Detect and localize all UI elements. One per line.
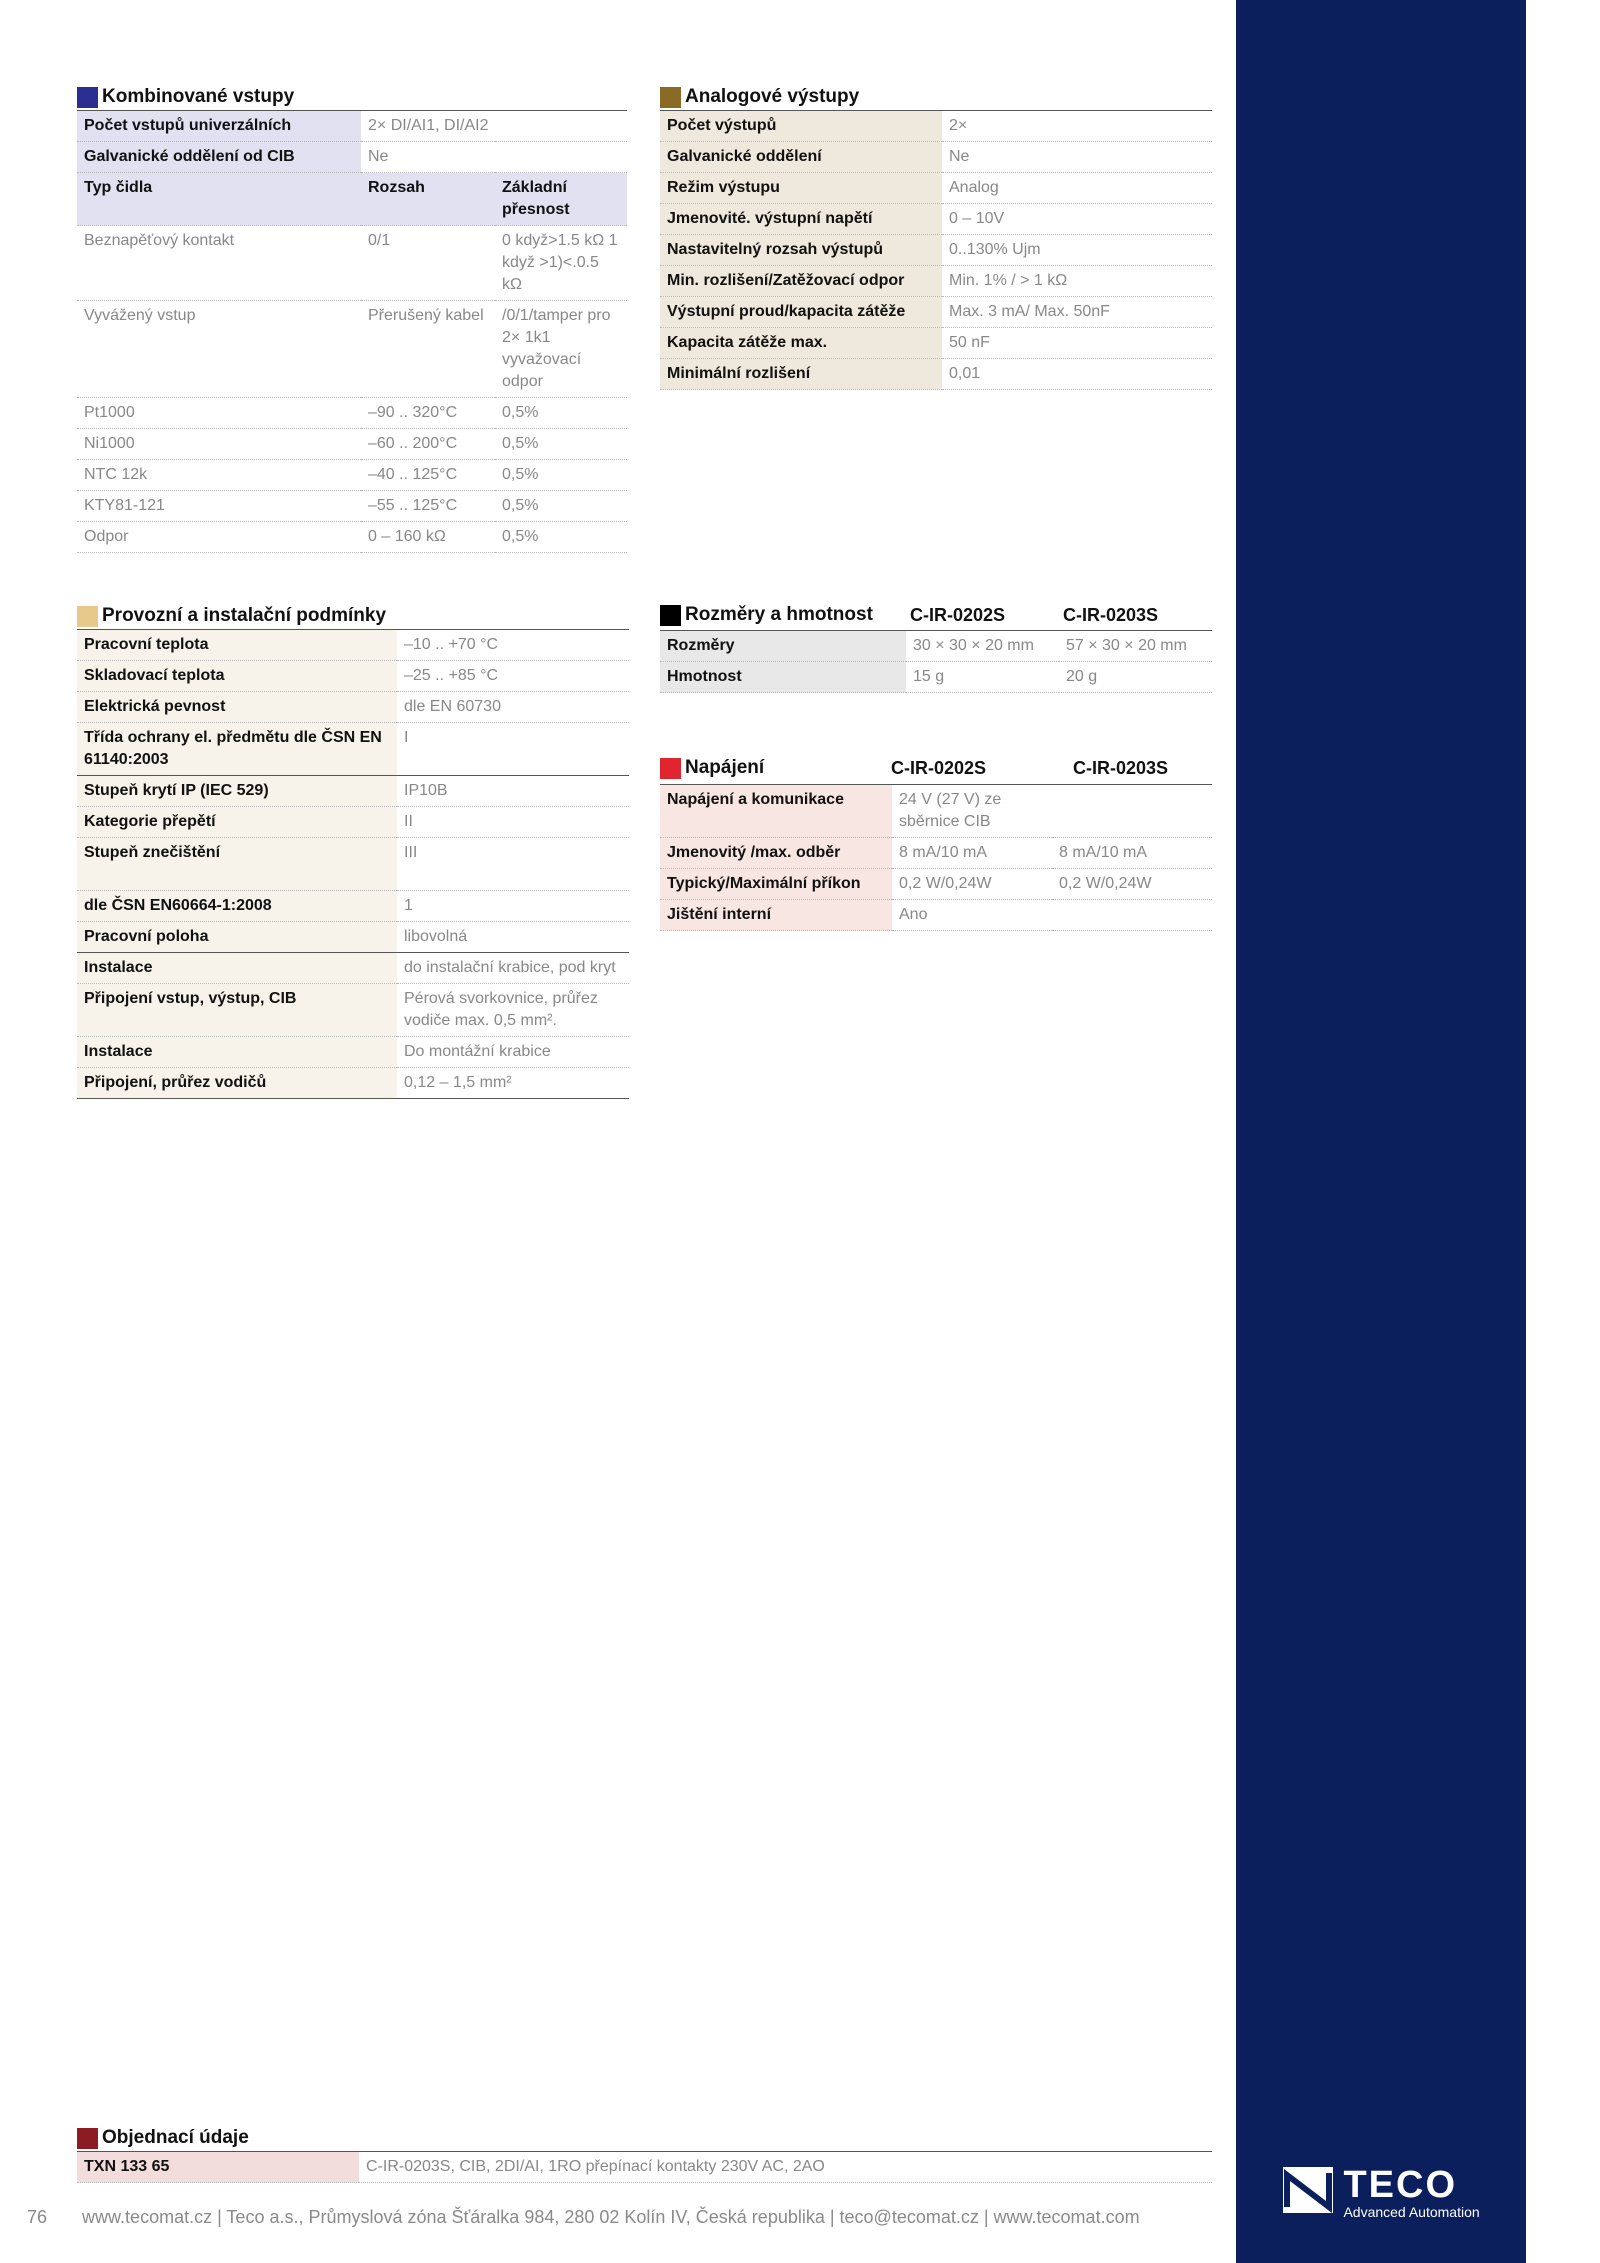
row-value: Max. 3 mA/ Max. 50nF: [942, 297, 1212, 328]
section-kombinovane-vstupy: [77, 84, 627, 553]
section-title: [77, 2125, 1212, 2152]
row-value-0203s: [1052, 900, 1212, 931]
row-value: –25 .. +85 °C: [397, 661, 629, 692]
row-label: Připojení, průřez vodičů: [77, 1068, 397, 1099]
section-title: [660, 84, 1212, 111]
table-row: [77, 661, 629, 692]
row-value-0203s: 20 g: [1059, 662, 1212, 693]
row-value: 0,01: [942, 359, 1212, 390]
sidebar-band: [1236, 0, 1526, 2263]
rozmery-table: [660, 631, 1212, 693]
row-value: IP10B: [397, 776, 629, 807]
column-header-0202s: C-IR-0202S: [891, 757, 987, 778]
table-row: [77, 776, 629, 807]
row-value: dle EN 60730: [397, 692, 629, 723]
section-objednaci-udaje: [77, 2125, 1212, 2183]
sensor-range: 0/1: [361, 226, 495, 301]
table-row: [77, 1037, 629, 1068]
kombinovane-table: [77, 111, 627, 553]
table-row: [660, 266, 1212, 297]
row-value: 2×: [942, 111, 1212, 142]
row-label: Stupeň znečištění: [77, 838, 397, 891]
table-row: [77, 429, 627, 460]
sensor-type: NTC 12k: [77, 460, 361, 491]
table-row: [660, 359, 1212, 390]
table-row: [660, 631, 1212, 662]
row-label: Počet vstupů univerzálních: [77, 111, 361, 142]
row-value: II: [397, 807, 629, 838]
row-label: Připojení vstup, výstup, CIB: [77, 984, 397, 1037]
table-row: [77, 398, 627, 429]
row-label: Pracovní teplota: [77, 630, 397, 661]
row-value: III: [397, 838, 629, 891]
sensor-range: 0 – 160 kΩ: [361, 522, 495, 553]
row-value-0203s: 57 × 30 × 20 mm: [1059, 631, 1212, 662]
row-value-0203s: 8 mA/10 mA: [1052, 838, 1212, 869]
section-analogove-vystupy: [660, 84, 1212, 390]
row-label: Napájení a komunikace: [660, 785, 892, 838]
row-value: Analog: [942, 173, 1212, 204]
row-label: Instalace: [77, 1037, 397, 1068]
table-row: [77, 807, 629, 838]
sensor-accuracy: /0/1/tamper pro 2× 1k1 vyvažovací odpor: [495, 301, 627, 398]
row-label: Minimální rozlišení: [660, 359, 942, 390]
section-provozni-podminky: [77, 603, 629, 1099]
row-value: Do montážní krabice: [397, 1037, 629, 1068]
section-title: [77, 84, 627, 111]
order-description: C-IR-0203S, CIB, 2DI/AI, 1RO přepínací kontakty 230V AC, 2AO: [359, 2152, 1212, 2183]
row-value: 1: [397, 891, 629, 922]
section-color-square: [660, 87, 681, 108]
column-header-0203s: C-IR-0203S: [1073, 757, 1169, 778]
table-row: [77, 142, 627, 173]
section-title: [660, 752, 1212, 785]
row-value: do instalační krabice, pod kryt: [397, 953, 629, 984]
row-value: 0 – 10V: [942, 204, 1212, 235]
row-value: Ne: [942, 142, 1212, 173]
row-value: Pérová svorkovnice, průřez vodiče max. 0,5 mm².: [397, 984, 629, 1037]
provozni-table: [77, 630, 629, 1099]
logo-text: [1343, 2164, 1480, 2221]
row-value-0203s: 0,2 W/0,24W: [1052, 869, 1212, 900]
column-header-0202s: C-IR-0202S: [910, 604, 1006, 625]
row-value-0202s: 8 mA/10 mA: [892, 838, 1052, 869]
sensor-accuracy: 0,5%: [495, 398, 627, 429]
row-label: Skladovací teplota: [77, 661, 397, 692]
row-value-0202s: 24 V (27 V) ze sběrnice CIB: [892, 785, 1052, 838]
table-row: [77, 226, 627, 301]
logo-subtitle: Advanced Automation: [1343, 2204, 1480, 2220]
table-row: [77, 922, 629, 953]
row-label: Jištění interní: [660, 900, 892, 931]
section-title-text: Napájení: [685, 757, 765, 778]
row-label: Počet výstupů: [660, 111, 942, 142]
section-color-square: [660, 605, 681, 626]
table-row: [660, 838, 1212, 869]
section-title: [660, 600, 1212, 631]
sensor-accuracy: 0,5%: [495, 460, 627, 491]
teco-logo-icon: [1283, 2167, 1333, 2218]
row-label: Jmenovité. výstupní napětí: [660, 204, 942, 235]
table-row: [660, 204, 1212, 235]
header-presnost: Základní přesnost: [495, 173, 627, 226]
table-row: [77, 522, 627, 553]
sensor-type: Odpor: [77, 522, 361, 553]
objednaci-table: [77, 2152, 1212, 2183]
row-label: Třída ochrany el. předmětu dle ČSN EN 61140:2003: [77, 723, 397, 776]
row-label: Nastavitelný rozsah výstupů: [660, 235, 942, 266]
sensor-range: –90 .. 320°C: [361, 398, 495, 429]
sensor-accuracy: 0 když>1.5 kΩ 1 když >1)<.0.5 kΩ: [495, 226, 627, 301]
row-value: I: [397, 723, 629, 776]
row-value: 0,12 – 1,5 mm²: [397, 1068, 629, 1099]
row-label: Hmotnost: [660, 662, 906, 693]
section-color-square: [77, 2128, 98, 2149]
row-label: dle ČSN EN60664-1:2008: [77, 891, 397, 922]
logo-name: TECO: [1343, 2164, 1458, 2206]
table-row: [660, 869, 1212, 900]
row-value-0202s: 15 g: [906, 662, 1059, 693]
row-label: Jmenovitý /max. odběr: [660, 838, 892, 869]
row-label: Kapacita zátěže max.: [660, 328, 942, 359]
row-label: Rozměry: [660, 631, 906, 662]
table-row: [77, 1068, 629, 1099]
order-code: TXN 133 65: [77, 2152, 359, 2183]
sensor-type: KTY81-121: [77, 491, 361, 522]
section-rozmery-hmotnost: [660, 600, 1212, 693]
row-value: Min. 1% / > 1 kΩ: [942, 266, 1212, 297]
section-color-square: [77, 606, 98, 627]
table-header-row: [77, 173, 627, 226]
row-label: Výstupní proud/kapacita zátěže: [660, 297, 942, 328]
page-number: 76: [27, 2207, 48, 2227]
row-label: Instalace: [77, 953, 397, 984]
sensor-type: Vyvážený vstup: [77, 301, 361, 398]
section-color-square: [660, 758, 681, 779]
section-title-text: Provozní a instalační podmínky: [102, 605, 387, 626]
row-value-0202s: Ano: [892, 900, 1052, 931]
sensor-range: –55 .. 125°C: [361, 491, 495, 522]
sensor-type: Ni1000: [77, 429, 361, 460]
table-row: [660, 662, 1212, 693]
table-row: [660, 328, 1212, 359]
row-label: Galvanické oddělení: [660, 142, 942, 173]
row-value: libovolná: [397, 922, 629, 953]
table-row: [77, 630, 629, 661]
page-footer: [27, 2207, 1140, 2228]
sensor-accuracy: 0,5%: [495, 522, 627, 553]
section-title-text: Kombinované vstupy: [102, 86, 295, 107]
sensor-type: Beznapěťový kontakt: [77, 226, 361, 301]
sensor-range: Přerušený kabel: [361, 301, 495, 398]
table-row: [660, 235, 1212, 266]
table-row: [660, 111, 1212, 142]
table-row: [77, 692, 629, 723]
header-typ-cidla: Typ čidla: [77, 173, 361, 226]
table-row: [660, 900, 1212, 931]
sensor-accuracy: 0,5%: [495, 491, 627, 522]
table-row: [77, 891, 629, 922]
sensor-accuracy: 0,5%: [495, 429, 627, 460]
table-row: [660, 173, 1212, 204]
table-row: [77, 2152, 1212, 2183]
section-title-text: Analogové výstupy: [685, 86, 860, 107]
section-title-text: Objednací údaje: [102, 2127, 249, 2148]
table-row: [77, 301, 627, 398]
table-row: [77, 953, 629, 984]
row-label: Galvanické oddělení od CIB: [77, 142, 361, 173]
row-value: –10 .. +70 °C: [397, 630, 629, 661]
row-label: Elektrická pevnost: [77, 692, 397, 723]
row-value: Ne: [361, 142, 627, 173]
row-label: Stupeň krytí IP (IEC 529): [77, 776, 397, 807]
row-value-0203s: [1052, 785, 1212, 838]
row-label: Pracovní poloha: [77, 922, 397, 953]
sensor-type: Pt1000: [77, 398, 361, 429]
sensor-range: –60 .. 200°C: [361, 429, 495, 460]
row-value: 0..130% Ujm: [942, 235, 1212, 266]
table-row: [660, 297, 1212, 328]
section-title-text: Rozměry a hmotnost: [685, 604, 873, 625]
footer-contact-text: www.tecomat.cz | Teco a.s., Průmyslová zóna Šťáralka 984, 280 02 Kolín IV, Česká republika | teco@tecomat.cz | www.tecomat.com: [82, 2207, 1140, 2227]
table-row: [77, 491, 627, 522]
table-row: [77, 111, 627, 142]
row-label: Typický/Maximální příkon: [660, 869, 892, 900]
row-value-0202s: 30 × 30 × 20 mm: [906, 631, 1059, 662]
column-header-0203s: C-IR-0203S: [1063, 604, 1159, 625]
section-color-square: [77, 87, 98, 108]
table-row: [660, 785, 1212, 838]
table-row: [77, 723, 629, 776]
napajeni-table: [660, 785, 1212, 931]
table-row: [77, 838, 629, 891]
table-row: [77, 460, 627, 491]
row-value-0202s: 0,2 W/0,24W: [892, 869, 1052, 900]
row-value: 50 nF: [942, 328, 1212, 359]
table-row: [77, 984, 629, 1037]
section-title: [77, 603, 629, 630]
row-label: Režim výstupu: [660, 173, 942, 204]
analogove-table: [660, 111, 1212, 390]
sensor-range: –40 .. 125°C: [361, 460, 495, 491]
row-label: Min. rozlišení/Zatěžovací odpor: [660, 266, 942, 297]
row-label: Kategorie přepětí: [77, 807, 397, 838]
table-row: [660, 142, 1212, 173]
header-rozsah: Rozsah: [361, 173, 495, 226]
section-napajeni: [660, 752, 1212, 931]
row-value: 2× DI/AI1, DI/AI2: [361, 111, 627, 142]
teco-logo: [1283, 2164, 1480, 2221]
